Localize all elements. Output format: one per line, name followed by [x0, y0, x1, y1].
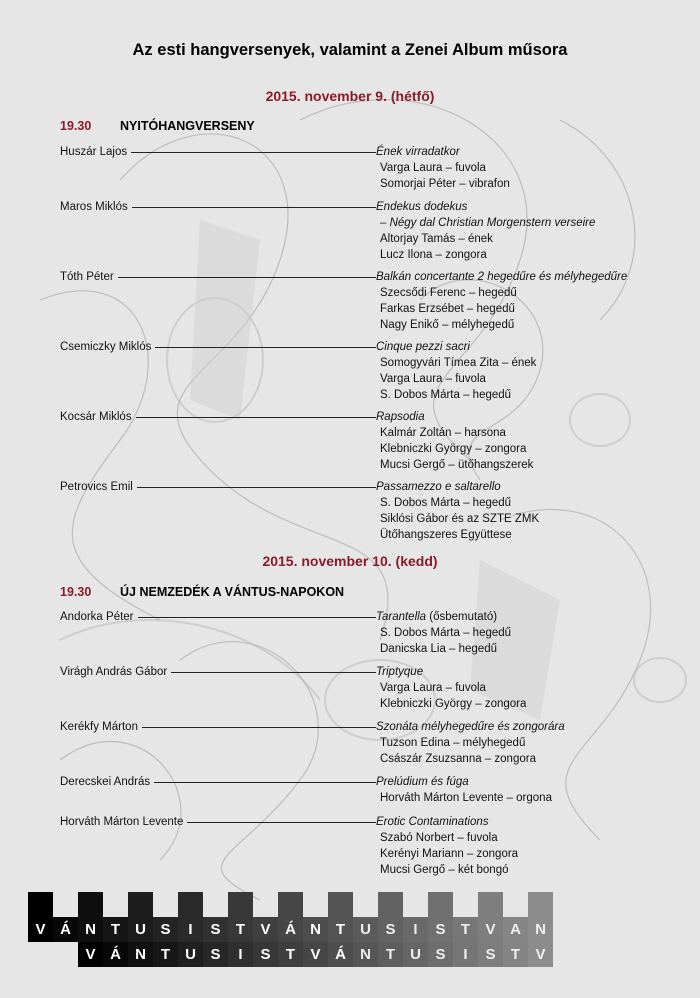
composer-name: Huszár Lajos — [60, 146, 128, 158]
checker-block — [253, 892, 278, 917]
work-title: Balkán concertante 2 hegedűre és mélyhegedűre — [376, 271, 628, 283]
checker-block — [328, 892, 353, 917]
banner-letter: V — [28, 917, 53, 942]
work-title: Passamezzo e saltarello — [376, 481, 501, 493]
banner-letter: Á — [278, 917, 303, 942]
leader-line — [118, 277, 376, 278]
work-subtitle: – Négy dal Christian Morgenstern verseire — [380, 217, 596, 229]
banner-letter: I — [228, 942, 253, 967]
leader-line — [131, 152, 376, 153]
banner-letter: T — [103, 917, 128, 942]
leader-line — [142, 727, 376, 728]
banner-letter: U — [128, 917, 153, 942]
concert-date: 2015. november 10. (kedd) — [262, 553, 438, 569]
composer-name: Virágh András Gábor — [60, 666, 168, 678]
performer: Mucsi Gergő – két bongó — [380, 864, 509, 876]
banner-letter: S — [428, 942, 453, 967]
work-block — [376, 144, 510, 192]
banner-letter: A — [503, 917, 528, 942]
performer: S. Dobos Márta – hegedű — [380, 389, 512, 401]
checker-block — [428, 892, 453, 917]
performer: S. Dobos Márta – hegedű — [380, 627, 512, 639]
checker-block — [528, 892, 553, 917]
banner-letter: V — [253, 917, 278, 942]
concert-section-title: ÚJ NEMZEDÉK A VÁNTUS-NAPOKON — [120, 585, 345, 599]
banner-letter: T — [453, 917, 478, 942]
work-block — [376, 199, 595, 263]
performer: Szabó Norbert – fuvola — [380, 832, 498, 844]
banner-letter: T — [378, 942, 403, 967]
banner-letter: N — [78, 917, 103, 942]
composer-name: Csemiczky Miklós — [60, 341, 152, 353]
leader-line — [137, 487, 376, 488]
performer: Varga Laura – fuvola — [380, 682, 486, 694]
banner-letter: T — [153, 942, 178, 967]
premiere-note: (ősbemutató) — [426, 611, 498, 623]
leader-line — [136, 417, 376, 418]
work-title: Erotic Contaminations — [376, 816, 489, 828]
performer: Varga Laura – fuvola — [380, 373, 486, 385]
work-title: Ének virradatkor — [376, 146, 460, 158]
leader-line — [171, 672, 376, 673]
checker-block — [78, 892, 103, 917]
concert-date: 2015. november 9. (hétfő) — [265, 88, 435, 104]
work-block — [376, 719, 565, 767]
banner-letter: N — [128, 942, 153, 967]
performer: Császár Zsuzsanna – zongora — [380, 753, 536, 765]
work-block — [376, 664, 526, 712]
composer-name: Andorka Péter — [60, 611, 134, 623]
checker-block — [403, 892, 428, 917]
performer: Somorjai Péter – vibrafon — [380, 178, 510, 190]
performer: Danicska Lia – hegedű — [380, 643, 497, 655]
banner-letter: T — [328, 917, 353, 942]
work-title: Prelúdium és fúga — [376, 776, 469, 788]
banner-letter: U — [403, 942, 428, 967]
banner-letter: Á — [53, 917, 78, 942]
work-block — [376, 814, 518, 878]
banner-letter: S — [203, 942, 228, 967]
performer: Horváth Márton Levente – orgona — [380, 792, 552, 804]
performer: Klebniczki György – zongora — [380, 443, 527, 455]
checker-block — [178, 892, 203, 917]
checker-block — [503, 892, 528, 917]
banner-letter: S — [428, 917, 453, 942]
banner-row-2 — [78, 942, 553, 967]
banner-letter: I — [403, 917, 428, 942]
checker-block — [478, 892, 503, 917]
banner-letter: I — [178, 917, 203, 942]
banner-letter: T — [503, 942, 528, 967]
banner-letter: V — [303, 942, 328, 967]
performer: Siklósi Gábor és az SZTE ZMK — [380, 513, 540, 525]
banner-letter: V — [528, 942, 553, 967]
leader-line — [187, 822, 376, 823]
performer: Mucsi Gergő – ütőhangszerek — [380, 459, 534, 471]
checker-block — [28, 892, 53, 917]
work-block — [376, 609, 511, 657]
checker-block — [203, 892, 228, 917]
performer: Somogyvári Tímea Zita – ének — [380, 357, 537, 369]
concert-section-title: NYITÓHANGVERSENY — [120, 119, 255, 133]
banner-letter: S — [253, 942, 278, 967]
banner-checker-row — [28, 892, 553, 917]
checker-block — [353, 892, 378, 917]
banner-letter: V — [478, 917, 503, 942]
work-block — [376, 409, 533, 473]
work-block — [376, 479, 539, 543]
performer: Klebniczki György – zongora — [380, 698, 527, 710]
leader-line — [155, 347, 376, 348]
leader-line — [154, 782, 376, 783]
performer: Kerényi Mariann – zongora — [380, 848, 519, 860]
checker-block — [153, 892, 178, 917]
performer: Szecsődi Ferenc – hegedű — [380, 287, 517, 299]
checker-block — [378, 892, 403, 917]
banner-letter: S — [378, 917, 403, 942]
performer: Altorjay Tamás – ének — [380, 233, 493, 245]
work-title: Szonáta mélyhegedűre és zongorára — [376, 721, 565, 733]
checker-block — [53, 892, 78, 917]
checker-block — [453, 892, 478, 917]
banner-letter: N — [303, 917, 328, 942]
banner-row-1 — [28, 917, 553, 942]
concert-time: 19.30 — [60, 119, 92, 133]
work-title: Rapsodia — [376, 411, 425, 423]
work-title: Triptyque — [376, 666, 424, 678]
checker-block — [128, 892, 153, 917]
leader-line — [132, 207, 376, 208]
page-title: Az esti hangversenyek, valamint a Zenei Album műsora — [132, 41, 568, 59]
composer-name: Petrovics Emil — [60, 481, 133, 493]
work-block — [376, 774, 552, 806]
banner-letter: Á — [328, 942, 353, 967]
concert-time: 19.30 — [60, 585, 92, 599]
work-title-text: Tarantella — [376, 611, 427, 623]
checker-block — [278, 892, 303, 917]
performer: Tuzson Edina – mélyhegedű — [380, 737, 526, 749]
performer: Lucz Ilona – zongora — [380, 249, 487, 261]
work-title: Cinque pezzi sacri — [376, 341, 470, 353]
banner-letter: T — [228, 917, 253, 942]
banner-letter: S — [478, 942, 503, 967]
leader-line — [138, 617, 376, 618]
composer-name: Horváth Márton Levente — [60, 816, 184, 828]
banner-letter: Á — [103, 942, 128, 967]
checker-block — [228, 892, 253, 917]
composer-name: Maros Miklós — [60, 201, 128, 213]
work-block — [376, 269, 627, 333]
banner-letter: U — [353, 917, 378, 942]
performer: Kalmár Zoltán – harsona — [380, 427, 506, 439]
banner-letter: V — [78, 942, 103, 967]
performer: Nagy Enikő – mélyhegedű — [380, 319, 515, 331]
performer: Ütőhangszeres Együttese — [380, 529, 512, 541]
banner-letter: S — [153, 917, 178, 942]
checker-block — [103, 892, 128, 917]
performer: S. Dobos Márta – hegedű — [380, 497, 512, 509]
composer-name: Tóth Péter — [60, 271, 114, 283]
banner-letter: U — [178, 942, 203, 967]
banner-letter: S — [203, 917, 228, 942]
banner-letter: I — [453, 942, 478, 967]
performer: Farkas Erzsébet – hegedű — [380, 303, 515, 315]
performer: Varga Laura – fuvola — [380, 162, 486, 174]
checker-block — [303, 892, 328, 917]
work-title — [376, 609, 511, 625]
composer-name: Derecskei András — [60, 776, 151, 788]
work-title: Endekus dodekus — [376, 201, 468, 213]
composer-name: Kerékfy Márton — [60, 721, 138, 733]
work-block — [376, 339, 536, 403]
banner-letter: T — [278, 942, 303, 967]
banner-letter: N — [528, 917, 553, 942]
composer-name: Kocsár Miklós — [60, 411, 132, 423]
banner-letter: N — [353, 942, 378, 967]
